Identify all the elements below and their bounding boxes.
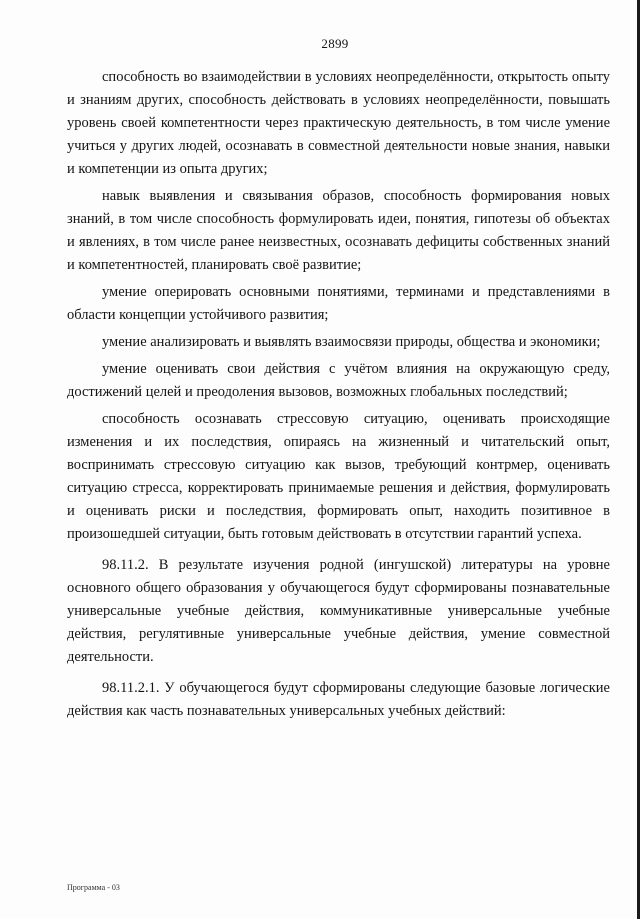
paragraph-98-11-2-1: 98.11.2.1. У обучающегося будут сформированы следующие базовые логические действия как часть познавательных универсальных учебных действий: [67, 680, 610, 719]
paragraph-98-11-2: 98.11.2. В результате изучения родной (ингушской) литературы на уровне основного общего образования у обучающегося будут сформированы познавательные универсальные учебные действия, коммуникативные универсальные учебные действия, регулятивные универсальные учебные действия, умение совместной деятельности. [67, 557, 610, 665]
paragraph-stress-situation: способность осознавать стрессовую ситуацию, оценивать происходящие изменения и их последствия, опираясь на жизненный и читательский опыт, воспринимать стрессовую ситуацию как вызов, требующий контрмер, оценивать ситуацию стресса, корректировать принимаемые решения и действия, формулировать и оценивать риски и последствия, формировать опыт, находить позитивное в произошедшей ситуации, быть готовым действовать в отсутствии гарантий успеха. [67, 411, 610, 542]
page-number: 2899 [321, 36, 349, 51]
footer-program-label: Программа - 03 [67, 883, 120, 892]
paragraph-image-linking-skill: навык выявления и связывания образов, способность формирования новых знаний, в том числе способность формулировать идеи, понятия, гипотезы об объектах и явлениях, в том числе ранее неизвестных, осознавать дефициты собственных знаний и компетентностей, планировать своё развитие; [67, 188, 610, 273]
paragraph-sustainable-development-terms: умение оперировать основными понятиями, терминами и представлениями в области концепции устойчивого развития; [67, 284, 610, 323]
paragraph-evaluate-actions: умение оценивать свои действия с учётом влияния на окружающую среду, достижений целей и преодоления вызовов, возможных глобальных последствий; [67, 361, 610, 400]
document-body [67, 66, 610, 727]
paragraph-cooperation-uncertainty: способность во взаимодействии в условиях неопределённости, открытость опыту и знаниям других, способность действовать в условиях неопределённости, повышать уровень своей компетентности через практическую деятельность, в том числе умение учиться у других людей, осознавать в совместной деятельности новые знания, навыки и компетенции из опыта других; [67, 69, 610, 177]
paragraph-nature-society-economy: умение анализировать и выявлять взаимосвязи природы, общества и экономики; [102, 334, 601, 350]
